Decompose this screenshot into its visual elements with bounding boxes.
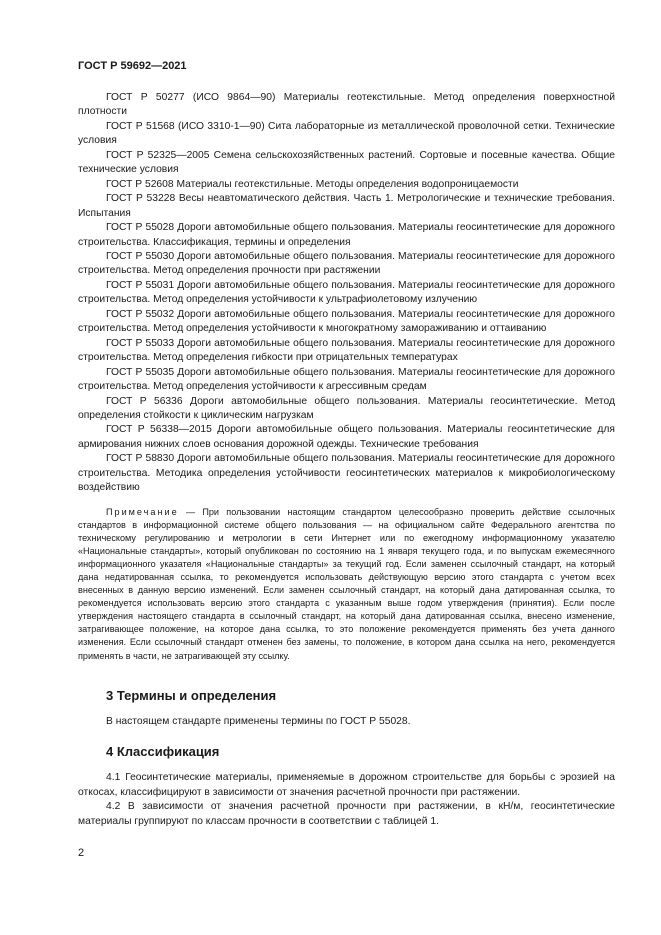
- normative-references-list: [78, 91, 615, 496]
- references-note: [78, 506, 615, 663]
- reference-item: ГОСТ Р 56338—2015 Дороги автомобильные общего пользования. Материалы геосинтетические для армирования нижних слоев основания дорожной одежды. Технические требования: [78, 424, 615, 450]
- section-3-text: В настоящем стандарте применены термины по ГОСТ Р 55028.: [106, 716, 411, 727]
- section-3-title: 3 Термины и определения: [106, 688, 277, 703]
- reference-item: ГОСТ Р 55033 Дороги автомобильные общего пользования. Материалы геосинтетические для дорожного строительства. Метод определения гибкости при отрицательных температурах: [78, 337, 615, 364]
- note-text: — При пользовании настоящим стандартом целесообразно проверить действие ссылочных стандартов в информационной системе общего пользования — на официальном сайте Федерального агентства по техническому регулированию и метрологии в сети Интернет или по ежегодному информационному указателю «Национальные стандарты», который опубликован по состоянию на 1 января текущего года, и по выпускам ежемесячного информационного указателя «Национальные стандарты» за текущий год. Если заменен ссылочный стандарт, на который дана недатированная ссылка, то рекомендуется использовать действующую версию этого стандарта с учетом всех внесенных в данную версию изменений. Если заменен ссылочный стандарт, на который дана датированная ссылка, то рекомендуется использовать версию этого стандарта с указанным выше годом утверждения (принятия). Если после утверждения настоящего стандарта в ссылочный стандарт, на который дана датированная ссылка, внесено изменение, затрагивающее положение, на которое дана ссылка, то это положение рекомендуется применять без учета данного изменения. Если ссылочный стандарт отменен без замены, то положение, в котором дана ссылка на него, рекомендуется применять в части, не затрагивающей эту ссылку.: [78, 507, 615, 661]
- reference-item: ГОСТ Р 56336 Дороги автомобильные общего пользования. Материалы геосинтетические. Метод определения стойкости к циклическим нагрузкам: [78, 395, 615, 421]
- reference-item: ГОСТ Р 52325—2005 Семена сельскохозяйственных растений. Сортовые и посевные качества. Общие технические условия: [78, 149, 615, 176]
- section-4-title: 4 Классификация: [106, 744, 220, 759]
- reference-item: ГОСТ Р 55030 Дороги автомобильные общего пользования. Материалы геосинтетические для дорожного строительства. Метод определения прочности при растяжении: [78, 250, 615, 277]
- page-number: 2: [78, 847, 85, 859]
- reference-item: ГОСТ Р 55031 Дороги автомобильные общего пользования. Материалы геосинтетические для дорожного строительства. Метод определения устойчивости к ультрафиолетовому излучению: [78, 279, 615, 306]
- reference-item: ГОСТ Р 58830 Дороги автомобильные общего пользования. Материалы геосинтетические для дорожного строительства. Методика определения устойчивости геосинтетических материалов к микробиологическому воздействию: [78, 453, 615, 494]
- reference-item: ГОСТ Р 51568 (ИСО 3310-1—90) Сита лабораторные из металлической проволочной сетки. Технические условия: [78, 120, 615, 147]
- reference-item: ГОСТ Р 53228 Весы неавтоматического действия. Часть 1. Метрологические и технические требования. Испытания: [78, 193, 615, 219]
- note-label: Примечание: [106, 507, 179, 517]
- reference-item: ГОСТ Р 55028 Дороги автомобильные общего пользования. Материалы геосинтетические для дорожного строительства. Классификация, термины и определения: [78, 222, 615, 248]
- reference-item: ГОСТ Р 55032 Дороги автомобильные общего пользования. Материалы геосинтетические для дорожного строительства. Метод определения устойчивости к многократному замораживанию и оттаиванию: [78, 308, 615, 335]
- section-4-paragraph-1: 4.1 Геосинтетические материалы, применяемые в дорожном строительстве для борьбы с эрозией на откосах, классифицируют в зависимости от значения расчетной прочности при растяжении.: [78, 772, 615, 798]
- section-4-paragraph-2: 4.2 В зависимости от значения расчетной прочности при растяжении, в кН/м, геосинтетические материалы группируют по классам прочности в соответствии с таблицей 1.: [78, 801, 615, 827]
- reference-item: ГОСТ Р 55035 Дороги автомобильные общего пользования. Материалы геосинтетические для дорожного строительства. Метод определения устойчивости к агрессивным средам: [78, 366, 615, 393]
- reference-item: ГОСТ Р 52608 Материалы геотекстильные. Методы определения водопроницаемости: [106, 178, 519, 190]
- reference-item: ГОСТ Р 50277 (ИСО 9864—90) Материалы геотекстильные. Метод определения поверхностной плотности: [78, 92, 615, 118]
- document-header: ГОСТ Р 59692—2021: [78, 60, 187, 72]
